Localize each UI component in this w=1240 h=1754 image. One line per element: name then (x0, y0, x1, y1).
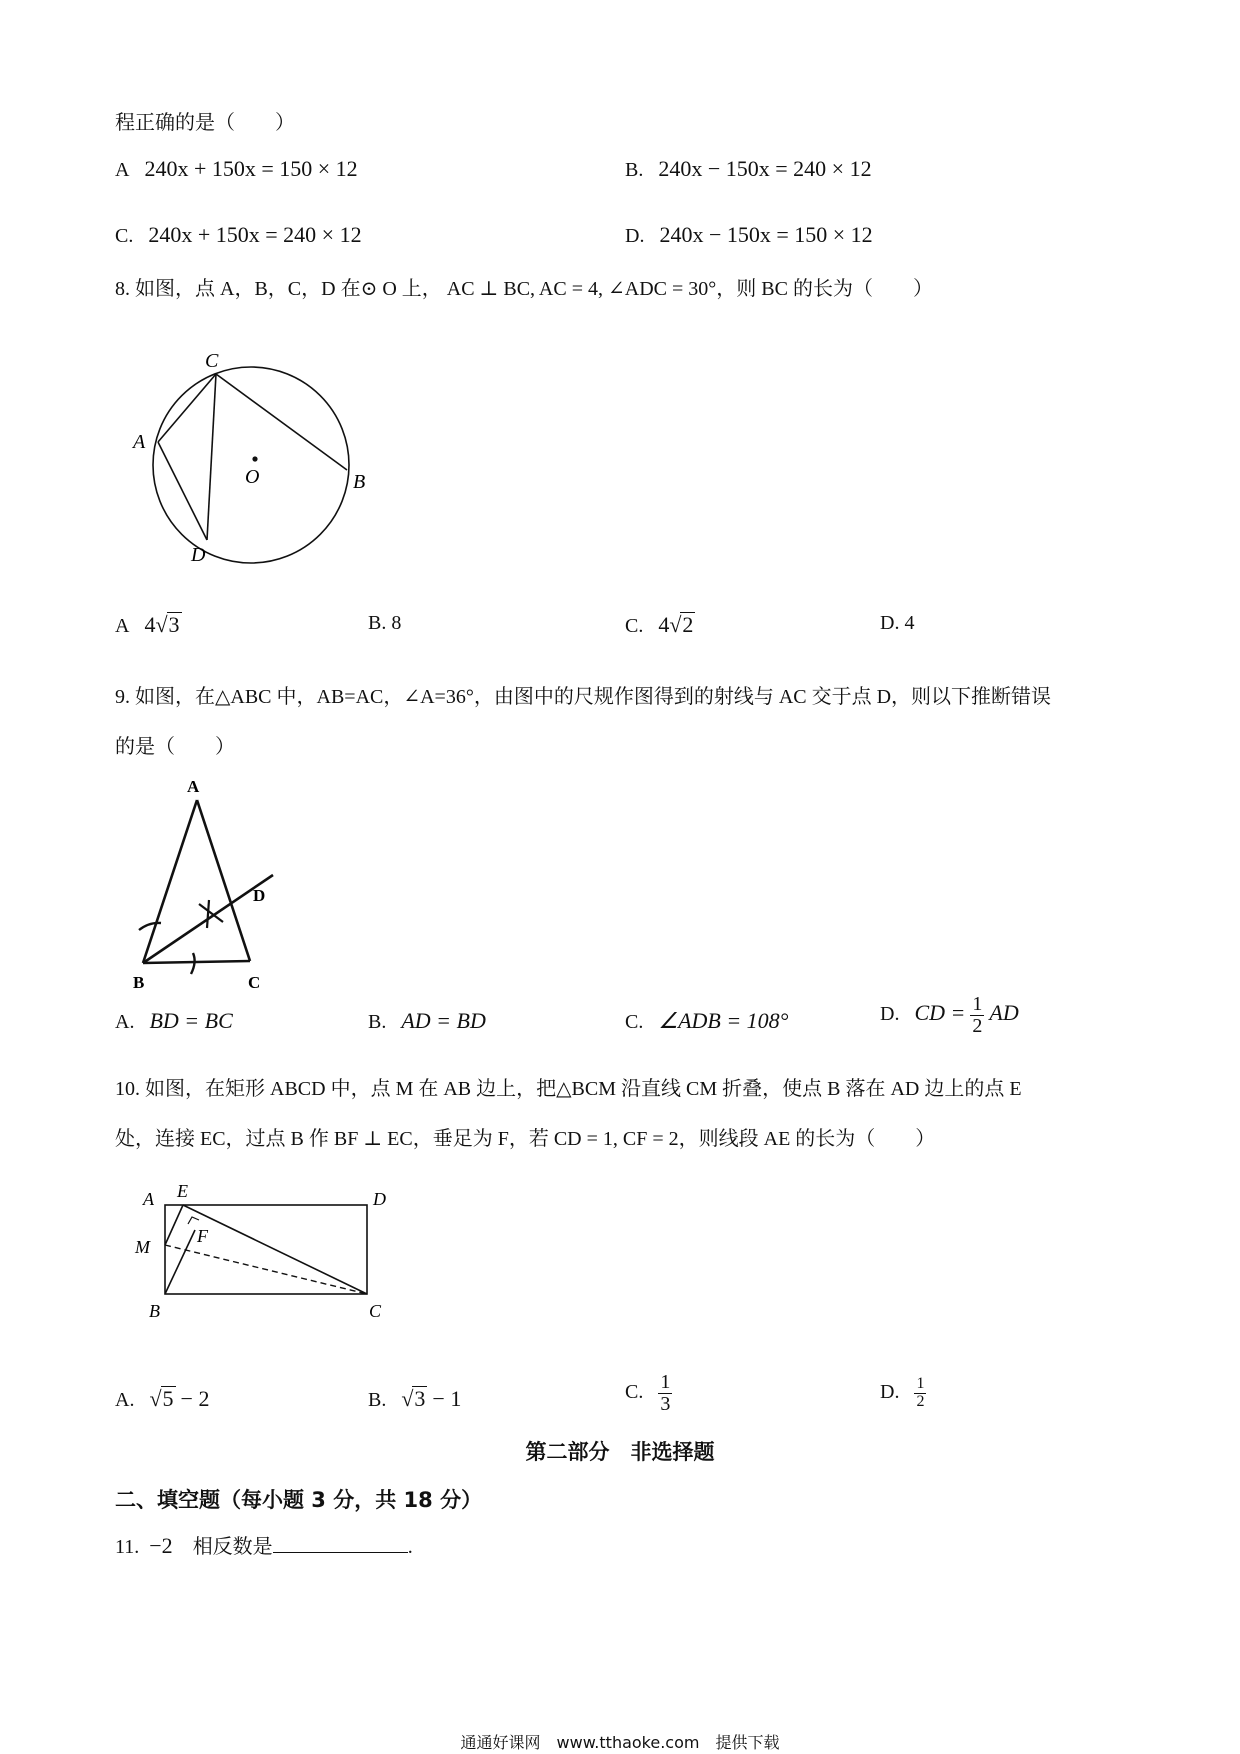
right-angle-mark (188, 1217, 199, 1224)
q10-option-c (625, 1372, 672, 1415)
option-expr-left: CD = (914, 1000, 966, 1026)
q10-option-b: B. √3 − 1 (368, 1386, 462, 1411)
option-label: B. (368, 1389, 387, 1411)
segment-em (165, 1205, 183, 1245)
segment-mc-dashed (165, 1245, 367, 1294)
q10-stem-line2: 处，连接 EC，过点 B 作 BF ⊥ EC，垂足为 F，若 CD = 1, CF = 2，则线段 AE 的长为（ ） (115, 1128, 936, 1150)
fraction (914, 1376, 926, 1411)
section-heading: 二、填空题（每小题 3 分，共 18 分） (115, 1488, 483, 1512)
label-b: B (133, 973, 145, 992)
q7-stem-tail: 程正确的是（ ） (115, 112, 295, 134)
label-b: B (353, 471, 366, 493)
option-label: C. (625, 1381, 644, 1404)
q11-stem (115, 1530, 413, 1559)
option-radicand: 3 (414, 1386, 426, 1411)
option-expr: 240x + 150x = 240 × 12 (148, 222, 362, 247)
label-o: O (245, 466, 260, 488)
q7-option-b (625, 156, 872, 182)
fraction (970, 994, 984, 1037)
q8-option-a: A 4√3 (115, 612, 180, 637)
page-footer: 通通好课网 www.tthaoke.com 提供下载 (460, 1733, 780, 1752)
denominator: 3 (660, 1393, 671, 1415)
option-label: D. (880, 1380, 900, 1403)
part2-title: 第二部分 非选择题 (525, 1440, 715, 1464)
option-label: C. (115, 225, 134, 247)
label-d: D (191, 544, 206, 566)
segment-cd (207, 374, 216, 540)
q8-option-d: D. 4 (880, 612, 915, 634)
segment-ec (183, 1205, 367, 1294)
arc-intersect-2 (207, 900, 209, 928)
numerator: 1 (972, 993, 983, 1015)
denominator: 2 (972, 1015, 983, 1037)
option-expr: BD = BC (149, 1008, 233, 1033)
q9-option-d (880, 994, 1019, 1037)
segment-cb (216, 374, 347, 470)
option-label: C. (625, 615, 644, 637)
q10-option-d (880, 1376, 926, 1411)
option-radicand: 3 (168, 612, 180, 637)
q9-option-a (115, 1008, 233, 1034)
option-label: B. (368, 1011, 387, 1033)
arc-mark-bc (191, 953, 195, 974)
question-number: 10. (115, 1078, 140, 1100)
label-m: M (135, 1237, 150, 1257)
q10-stem-line1 (115, 1072, 1022, 1101)
label-d: D (373, 1189, 386, 1209)
arc-intersect-1 (199, 904, 223, 922)
option-tail: − 1 (432, 1386, 462, 1411)
label-a: A (187, 777, 200, 796)
q7-option-d (625, 222, 873, 248)
q9-triangle-figure (125, 770, 295, 995)
q8-stem (115, 272, 933, 301)
numerator: 1 (916, 1375, 925, 1392)
option-expr-right: AD (989, 1000, 1019, 1026)
numerator: 1 (660, 1371, 671, 1393)
q9-stem-line1 (115, 680, 1051, 709)
option-label: A. (115, 1389, 135, 1411)
option-coef: 4 (658, 612, 670, 637)
arc-mark-ab (139, 923, 161, 930)
label-f: F (197, 1226, 208, 1246)
question-value: −2 (149, 1533, 173, 1558)
option-label: D. (625, 225, 645, 247)
circle-o (153, 367, 349, 563)
question-end: . (407, 1536, 413, 1558)
option-expr: 240x − 150x = 150 × 12 (659, 222, 873, 247)
segment-ad (158, 442, 207, 540)
question-text: 如图，在△ABC 中，AB=AC，∠A=36°，由图中的尺规作图得到的射线与 AC 交于点 D，则以下推断错误 (135, 686, 1052, 708)
option-label: C. (625, 1011, 644, 1033)
denominator: 2 (916, 1392, 925, 1410)
q10-rectangle-figure (125, 1175, 415, 1335)
option-expr: 240x + 150x = 150 × 12 (144, 156, 358, 181)
q9-option-b (368, 1008, 486, 1034)
label-c: C (205, 350, 219, 372)
option-label: B. (625, 159, 644, 181)
segment-bf (165, 1230, 195, 1294)
q8-circle-figure (125, 335, 385, 575)
option-label: D. (880, 1003, 900, 1026)
question-text: 如图，在矩形 ABCD 中，点 M 在 AB 边上，把△BCM 沿直线 CM 折叠，使点 B 落在 AD 边上的点 E (145, 1078, 1022, 1100)
option-radicand: 2 (682, 612, 694, 637)
q8-option-b: B. 8 (368, 612, 402, 634)
question-number: 8. (115, 278, 130, 300)
option-tail: − 2 (180, 1386, 210, 1411)
option-expr: 240x − 150x = 240 × 12 (658, 156, 872, 181)
question-text: 如图，点 A，B，C，D 在⊙ O 上， AC ⊥ BC, AC = 4, ∠ADC = 30°，则 BC 的长为（ ） (135, 278, 933, 300)
question-number: 9. (115, 686, 130, 708)
label-c: C (369, 1301, 382, 1321)
q9-option-c (625, 1008, 788, 1034)
label-d: D (253, 886, 266, 905)
side-ac (197, 800, 250, 961)
q10-option-a: A. √5 − 2 (115, 1386, 210, 1411)
option-label: A. (115, 1011, 135, 1033)
label-e: E (177, 1181, 188, 1201)
side-ab (143, 800, 197, 963)
question-text: 相反数是 (192, 1536, 273, 1558)
label-a: A (133, 431, 146, 453)
label-c: C (248, 973, 261, 992)
side-bc (143, 961, 250, 963)
option-coef: 4 (144, 612, 156, 637)
answer-blank[interactable] (273, 1534, 408, 1553)
question-number: 11. (115, 1536, 140, 1558)
option-label: A (115, 615, 130, 637)
label-a: A (143, 1189, 154, 1209)
center-point-o (252, 456, 257, 461)
label-b: B (149, 1301, 160, 1321)
q7-option-c (115, 222, 362, 248)
fraction (658, 1372, 672, 1415)
option-label: A (115, 159, 130, 181)
option-expr: ∠ADB = 108° (658, 1008, 789, 1033)
option-expr: AD = BD (401, 1008, 486, 1033)
option-radicand: 5 (162, 1386, 174, 1411)
q8-option-c: C. 4√2 (625, 612, 694, 637)
q7-option-a (115, 156, 358, 182)
q9-stem-line2: 的是（ ） (115, 736, 235, 758)
segment-ca (158, 374, 216, 442)
